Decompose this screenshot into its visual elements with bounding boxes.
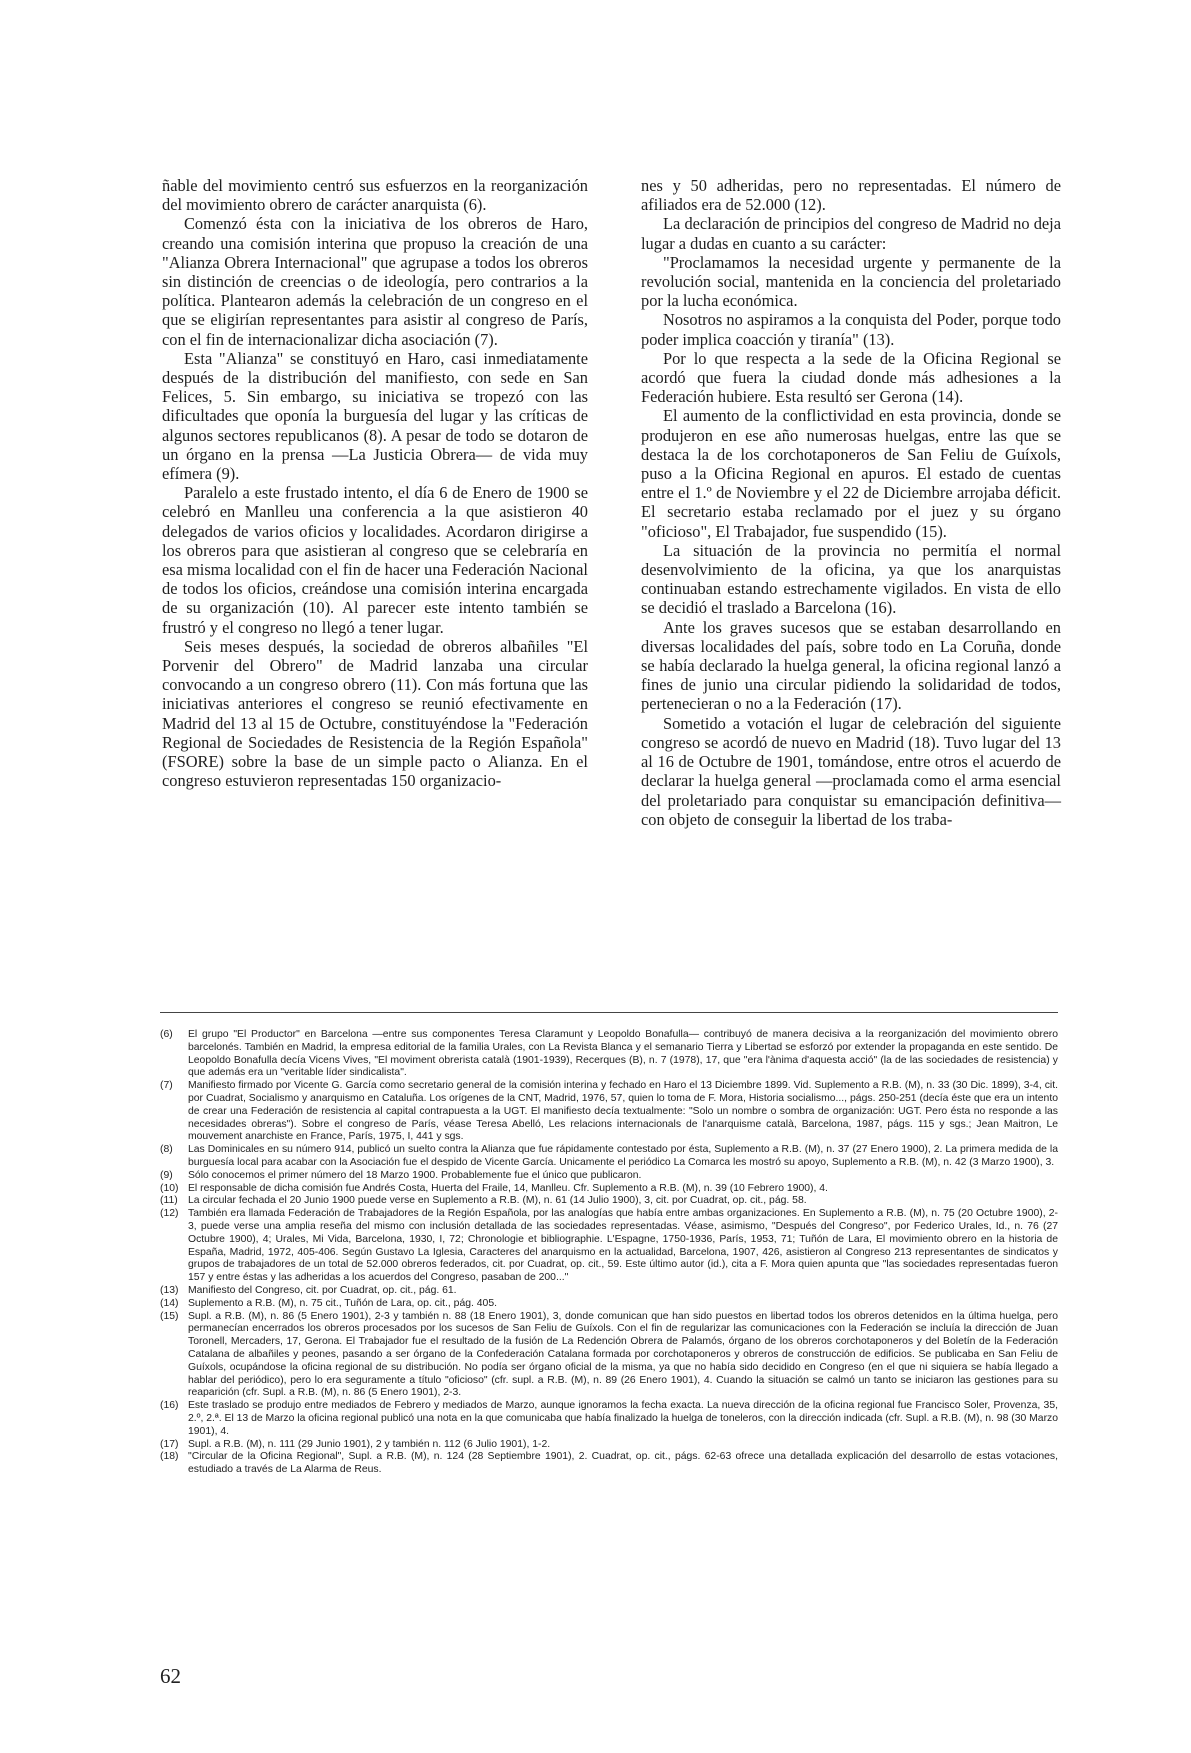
page-number: 62 — [160, 1664, 181, 1688]
footnote-text: El grupo "El Productor" en Barcelona —entre sus componentes Teresa Claramunt y Leopoldo Bonafulla— contribuyó de manera decisiva a la reorganización del movimiento obrero barcelonés. También en Madrid, la empresa editorial de la familia Urales, con La Revista Blanca y el semanario Tierra y Libertad se esforzó por extender la propaganda en este sentido. De Leopoldo Bonafulla decía Vicens Vives, "El moviment obrerista català (1901-1939), Recerques (B), n. 7 (1978), 17, que "era l'ànima d'aquesta acció" (la de las sociedades de resistencia) y que además era un "veritable líder sindicalista". — [188, 1029, 1058, 1079]
footnote-number: (14) — [160, 1297, 179, 1309]
footnote — [160, 1208, 1058, 1285]
paragraph: Ante los graves sucesos que se estaban desarrollando en diversas localidades del país, sobre todo en La Coruña, donde se había declarado la huelga general, la oficina regional lanzó a fines de junio una circular pidiendo la solidaridad de todos, pertenecieran o no a la Federación (17). — [641, 617, 1061, 714]
footnote-number: (11) — [160, 1195, 178, 1207]
paragraph: La situación de la provincia no permitía el normal desenvolvimiento de la oficina, ya que los anarquistas continuaban estando estrechamente vigilados. En vista de ello se decidió el traslado a Barcelona (16). — [641, 540, 1061, 618]
footnote — [160, 1439, 1058, 1452]
left-text-column — [162, 176, 588, 791]
footnote-number: (17) — [160, 1438, 179, 1450]
footnote — [160, 1029, 1058, 1080]
paragraph: Esta "Alianza" se constituyó en Haro, casi inmediatamente después de la distribución del manifiesto, con sede en San Felices, 5. Sin embargo, su iniciativa se tropezó con las dificultades que oponía la burguesía del lugar y las críticas de algunos sectores republicanos (8). A pesar de todo se dotaron de un órgano en la prensa —La Justicia Obrera— de vida muy efímera (9). — [162, 348, 588, 484]
footnote-text: Manifiesto del Congreso, cit. por Cuadrat, op. cit., pág. 61. — [188, 1284, 457, 1296]
footnote-number: (18) — [160, 1451, 179, 1463]
right-text-column — [641, 176, 1061, 829]
paragraph: Seis meses después, la sociedad de obreros albañiles "El Porvenir del Obrero" de Madrid lanzaba una circular convocando a un congreso obrero (11). Con más fortuna que las iniciativas anteriores el congreso se reunió efectivamente en Madrid del 13 al 15 de Octubre, constituyéndose la "Federación Regional de Sociedades de Resistencia de la Región Española" (FSORE) sobre la base de un simple pacto o Alianza. En el congreso estuvieron representadas 150 organizacio- — [162, 636, 588, 791]
footnote-number: (15) — [160, 1310, 179, 1322]
footnote-text: El responsable de dicha comisión fue Andrés Costa, Huerta del Fraile, 14, Manlleu. Cfr. Suplemento a R.B. (M), n. 39 (10 Febrero 1900), 4. — [188, 1182, 828, 1194]
footnote-separator — [160, 1012, 1058, 1013]
footnote-number: (7) — [160, 1080, 173, 1092]
footnote-text: Manifiesto firmado por Vicente G. García como secretario general de la comisión interina y fechado en Haro el 13 Diciembre 1899. Vid. Suplemento a R.B. (M), n. 33 (30 Dic. 1899), 3-4, cit. por Cuadrat, Socialismo y anarquismo en Cataluña. Los orígenes de la CNT, Madrid, 1976, 57, quien lo toma de F. Mora, Historia socialismo..., págs. 250-251 (decía éste que era un intento de crear una Federación de resistencia al capital contrapuesta a la UGT. El manifiesto decía textualmente: "Solo un nombre o sombra de organización: UGT. Pero ésta no responde a las necesidades obreras"). Sobre el congreso de París, véase Teresa Abelló, Les relacions internacionals de l'anarquisme català, Barcelona, 1987, págs. 115 y sgs.; Jean Maitron, Le mouvement anarchiste en France, París, 1975, I, 441 y sgs. — [188, 1080, 1058, 1143]
footnote-number: (16) — [160, 1400, 179, 1412]
paragraph: Nosotros no aspiramos a la conquista del Poder, porque todo poder implica coacción y tiranía" (13). — [641, 310, 1061, 349]
footnote-text: Suplemento a R.B. (M), n. 75 cit., Tuñón de Lara, op. cit., pág. 405. — [188, 1297, 498, 1309]
footnote-text: Las Dominicales en su número 914, publicó un suelto contra la Alianza que fue rápidamente contestado por ésta, Suplemento a R.B. (M), n. 37 (27 Enero 1900), 2. La primera medida de la burguesía local para acabar con la Asociación fue el despido de Vicente García. Unicamente el periódico La Comarca les mostró su apoyo, Suplemento a R.B. (M), n. 42 (3 Marzo 1900), 3. — [188, 1144, 1058, 1168]
footnote — [160, 1183, 1058, 1196]
footnote-text: Sólo conocemos el primer número del 18 Marzo 1900. Probablemente fue el único que publicaron. — [188, 1169, 642, 1181]
paragraph: nes y 50 adheridas, pero no representadas. El número de afiliados era de 52.000 (12). — [641, 176, 1061, 215]
footnote-number: (9) — [160, 1169, 173, 1181]
footnote-text: También era llamada Federación de Trabajadores de la Región Española, por las analogías que había entre ambas organizaciones. En Suplemento a R.B. (M), n. 75 (20 Octubre 1900), 2-3, puede verse una amplia reseña del mismo con inclusión detallada de las sociedades representadas. Véase, asimismo, "Después del Congreso", por Federico Urales, Id., n. 76 (27 Octubre 1900), 4; Urales, Mi Vida, Barcelona, 1930, I, 72; Chronologie et bibliographie. L'Espagne, 1750-1936, París, 1953, 71; Tuñón de Lara, El movimiento obrero en la historia de España, Madrid, 1972, 405-406. Según Gustavo La Iglesia, Caracteres del anarquismo en la actualidad, Barcelona, 1907, 426, asistieron al Congreso 213 representantes de sindicatos y grupos de trabajadores de un total de 52.000 obreros federados, cit. por Cuadrat, op. cit., 59. Este último autor (id.), cita a F. Mora quien apunta que "las sociedades representadas fueron 157 y entre éstas y las adheridas a los acuerdos del Congreso, pasaban de 200..." — [188, 1208, 1058, 1284]
paragraph: La declaración de principios del congreso de Madrid no deja lugar a dudas en cuanto a su carácter: — [641, 214, 1061, 253]
footnote — [160, 1311, 1058, 1401]
paragraph: Paralelo a este frustado intento, el día 6 de Enero de 1900 se celebró en Manlleu una conferencia a la que asistieron 40 delegados de varios oficios y localidades. Acordaron dirigirse a los obreros para que asistieran al congreso que se celebraría en esa misma localidad con el fin de hacer una Federación Nacional de todos los oficios, creándose una comisión interina encargada de su organización (10). Al parecer este intento también se frustró y el congreso no llegó a tener lugar. — [162, 483, 588, 637]
paragraph: ñable del movimiento centró sus esfuerzos en la reorganización del movimiento obrero de carácter anarquista (6). — [162, 176, 588, 215]
paragraph: Comenzó ésta con la iniciativa de los obreros de Haro, creando una comisión interina que propuso la creación de una "Alianza Obrera Internacional" que agrupase a todos los obreros sin distinción de creencias o de ideología, pero contrarios a la política. Plantearon además la celebración de un congreso en el que se eligirían representantes para asistir al congreso de París, con el fin de internacionalizar dicha asociación (7). — [162, 214, 588, 349]
footnotes — [160, 1029, 1058, 1477]
footnote — [160, 1451, 1058, 1477]
footnote — [160, 1080, 1058, 1144]
footnote-text: Este traslado se produjo entre mediados de Febrero y mediados de Marzo, aunque ignoramos la fecha exacta. La nueva dirección de la oficina regional fue Francisco Soler, Provenza, 35, 2.º, 2.ª. El 13 de Marzo la oficina regional publicó una nota en la que comunicaba que había finalizado la huelga de toneleros, con la dirección indicada (cfr. Supl. a R.B. (M), n. 98 (30 Marzo 1901), 4. — [188, 1400, 1059, 1437]
paragraph: Sometido a votación el lugar de celebración del siguiente congreso se acordó de nuevo en Madrid (18). Tuvo lugar del 13 al 16 de Octubre de 1901, tomándose, entre otros el acuerdo de declarar la huelga general —proclamada como el arma esencial del proletariado para conquistar su emancipación definitiva— con objeto de conseguir la libertad de los traba- — [641, 713, 1061, 829]
paragraph: "Proclamamos la necesidad urgente y permanente de la revolución social, mantenida en la conciencia del proletariado por la lucha económica. — [641, 252, 1061, 311]
footnote-text: La circular fechada el 20 Junio 1900 puede verse en Suplemento a R.B. (M), n. 61 (14 Julio 1900), 3, cit. por Cuadrat, op. cit., pág. 58. — [188, 1195, 807, 1207]
footnote-number: (8) — [160, 1144, 173, 1156]
paragraph: Por lo que respecta a la sede de la Oficina Regional se acordó que fuera la ciudad donde más adhesiones a la Federación hubiere. Esta resultó ser Gerona (14). — [641, 348, 1061, 407]
footnote — [160, 1170, 1058, 1183]
footnote — [160, 1400, 1058, 1438]
footnote-number: (13) — [160, 1284, 179, 1296]
footnote — [160, 1298, 1058, 1311]
footnote-number: (12) — [160, 1208, 179, 1220]
footnote-number: (6) — [160, 1029, 173, 1040]
paragraph: El aumento de la conflictividad en esta provincia, donde se produjeron en ese año numerosas huelgas, entre las que se destaca la de los corchotaponeros de San Feliu de Guíxols, puso a la Oficina Regional en apuros. El estado de cuentas entre el 1.º de Noviembre y el 22 de Diciembre arrojaba déficit. El secretario estaba reclamado por el juez y su órgano "oficioso", El Trabajador, fue suspendido (15). — [641, 406, 1061, 541]
footnote — [160, 1195, 1058, 1208]
footnote-text: Supl. a R.B. (M), n. 111 (29 Junio 1901), 2 y también n. 112 (6 Julio 1901), 1-2. — [188, 1438, 551, 1450]
footnote — [160, 1285, 1058, 1298]
footnote — [160, 1144, 1058, 1170]
footnote-number: (10) — [160, 1182, 179, 1194]
footnote-text: Supl. a R.B. (M), n. 86 (5 Enero 1901), 2-3 y también n. 88 (18 Enero 1901), 3, donde comunican que han sido puestos en libertad todos los obreros detenidos en la última huelga, pero permanecían encerrados los obreros procesados por los sucesos de San Feliu de Guíxols. Con el fin de regularizar las comunicaciones con la Federación se incluía la dirección de Juan Toronell, Mercaders, 17, Gerona. El Trabajador fue el resultado de la fusión de La Redención Obrera de Palamós, órgano de los obreros corchotaponeros y del Boletín de la Federación Catalana de albañiles y peones, pasando a ser órgano de la Confederación Catalana formada por corchotaponeros y obreros de construcción de edificios. Se publicaba en San Feliu de Guíxols, ocupándose la oficina regional de su distribución. No podía ser órgano oficial de la misma, ya que no había sido decidido en Congreso (en el que ni siquiera se había llegado a hablar del periódico), pero lo era seguramente a título "oficioso" (cfr. supl. a R.B. (M), n. 89 (26 Enero 1901), 4. Cuando la situación se calmó un tanto se iniciaron las gestiones para su reaparición (cfr. Supl. a R.B. (M), n. 86 (5 Enero 1901), 2-3. — [188, 1310, 1058, 1399]
footnote-text: "Circular de la Oficina Regional", Supl. a R.B. (M), n. 124 (28 Septiembre 1901), 2. Cuadrat, op. cit., págs. 62-63 ofrece una detallada explicación del desarrollo de estas votaciones, estudiado a través de La Alarma de Reus. — [188, 1451, 1058, 1476]
